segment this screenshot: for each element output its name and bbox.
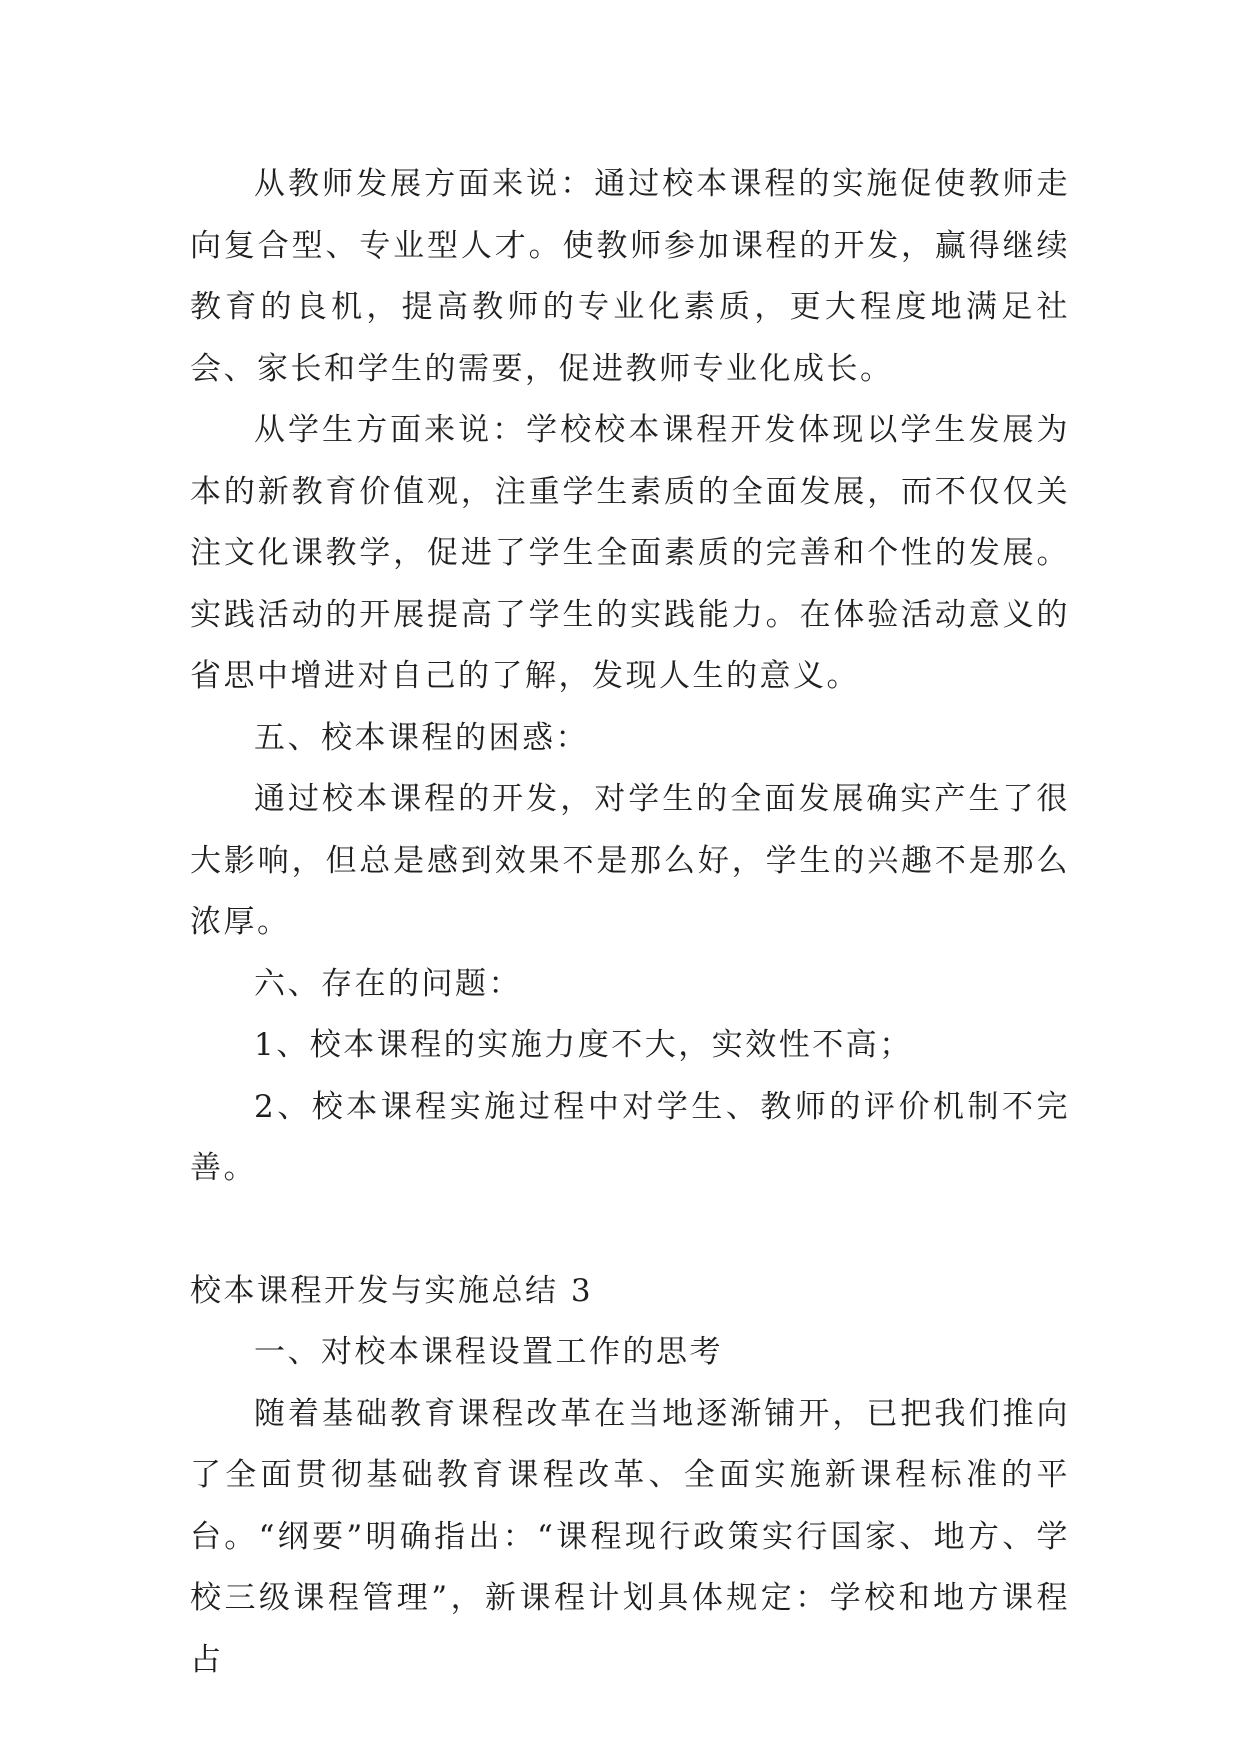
heading-reflection: 一、对校本课程设置工作的思考 bbox=[254, 1334, 723, 1370]
section-spacer bbox=[190, 1200, 1070, 1261]
heading-confusion: 五、校本课程的困惑： bbox=[254, 719, 589, 756]
paragraph-student-development: 从学生方面来说：学校校本课程开发体现以学生发展为本的新教育价值观，注重学生素质的全面发展，而不仅仅关注文化课教学，促进了学生全面素质的完善和个性的发展。实践活动的开展提高了学生的实践能力。在体验活动意义的省思中增进对自己的了解，发现人生的意义。 bbox=[190, 412, 1070, 694]
section-title: 校本课程开发与实施总结 3 bbox=[190, 1272, 594, 1309]
list-item-problem-1: 1、校本课程的实施力度不大，实效性不高； bbox=[254, 1027, 913, 1063]
paragraph-confusion: 通过校本课程的开发，对学生的全面发展确实产生了很大影响，但总是感到效果不是那么好，学生的兴趣不是那么浓厚。 bbox=[190, 781, 1070, 940]
list-item-problem-2: 2、校本课程实施过程中对学生、教师的评价机制不完善。 bbox=[190, 1088, 1070, 1186]
paragraph-reform: 随着基础教育课程改革在当地逐渐铺开，已把我们推向了全面贯彻基础教育课程改革、全面实施新课程标准的平台。“纲要”明确指出：“课程现行政策实行国家、地方、学校三级课程管理”，新课程计划具体规定：学校和地方课程占 bbox=[190, 1395, 1070, 1678]
paragraph-teacher-development: 从教师发展方面来说：通过校本课程的实施促使教师走向复合型、专业型人才。使教师参加课程的开发，赢得继续教育的良机，提高教师的专业化素质，更大程度地满足社会、家长和学生的需要，促进教师专业化成长。 bbox=[190, 166, 1070, 387]
heading-problems: 六、存在的问题： bbox=[254, 965, 522, 1002]
document-body bbox=[190, 154, 1070, 1691]
